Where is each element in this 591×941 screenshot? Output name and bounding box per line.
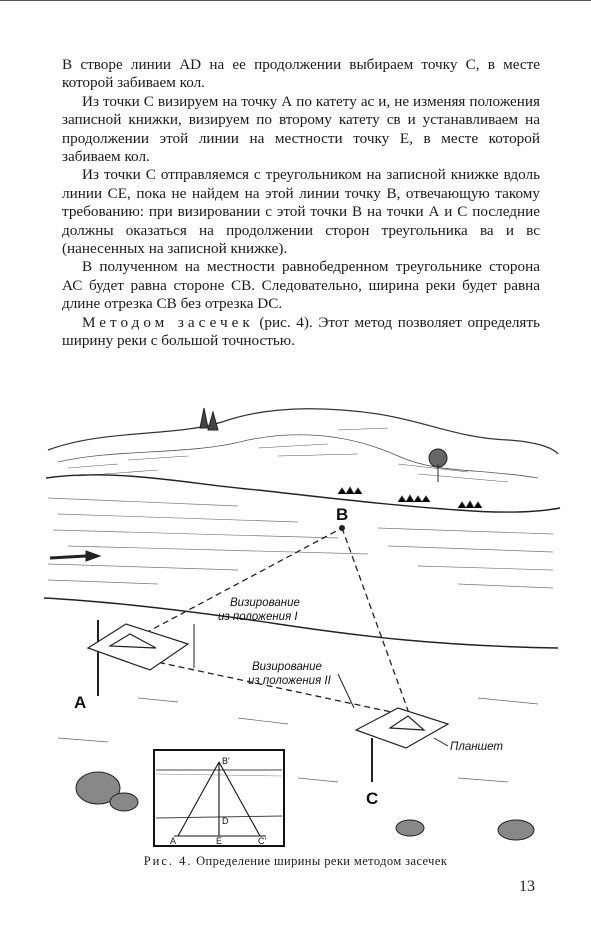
- label-c: C: [366, 789, 379, 808]
- far-bank: [46, 475, 560, 512]
- paragraph-5: [62, 314, 540, 351]
- label-b: B: [336, 505, 349, 524]
- inset-diagram: [154, 750, 284, 846]
- paragraph-3: Из точки С отправляемся с треугольником на записной книжке вдоль линии СЕ, пока не найдем на этой линии точку В, отвечающую такому требованию: при визировании с этой точки В на точки А и С последние должны оказаться на продолжении сторон треугольника ва и вс (нанесенных на записной книжке).: [62, 166, 540, 258]
- body-text: [62, 56, 540, 351]
- inset-label-b: B': [222, 756, 230, 766]
- caption-text: Определение ширины реки методом засечек: [196, 854, 448, 868]
- sight-2-label-2: из положения II: [248, 675, 331, 687]
- inset-label-a: A: [170, 836, 177, 846]
- sight-1-label-2: из положения I: [218, 611, 298, 623]
- inset-label-c: C': [258, 836, 267, 846]
- plane-table-2: [356, 708, 448, 782]
- inset-label-d: D: [222, 816, 229, 826]
- river-illustration: [38, 398, 563, 858]
- page-top-rule: [0, 0, 591, 1]
- label-a: A: [74, 693, 87, 712]
- sight-1-label-1: Визирование: [230, 597, 300, 609]
- far-hills: [48, 409, 558, 454]
- caption-label: Рис. 4.: [143, 854, 193, 868]
- paragraph-4: В полученном на местности равнобедренном треугольнике сторона АС будет равна стороне СВ. Следовательно, ширина реки будет равна длине отрезка СВ без отрезка DC.: [62, 258, 540, 313]
- inset-label-e: E: [216, 836, 223, 846]
- paragraph-2: Из точки С визируем на точку А по катету ас и, не изменяя положения записной книжки, визируем по второму катету св и устанавливаем на продолжении этой линии на местности точку Е, в месте которой забиваем кол.: [62, 92, 540, 166]
- method-description: (рис. 4). Этот метод позволяет определять ширину реки с большой точностью.: [62, 313, 540, 350]
- figure-caption: [0, 854, 591, 869]
- sight-2-label-1: Визирование: [252, 661, 322, 673]
- method-name: Методом засечек: [82, 313, 254, 331]
- tablet-label: Планшет: [450, 741, 503, 753]
- paragraph-1: В створе линии AD на ее продолжении выбираем точку С, в месте которой забиваем кол.: [62, 56, 540, 92]
- rocks: [76, 772, 534, 840]
- page-number: 13: [519, 878, 535, 895]
- flow-arrow: [50, 551, 100, 561]
- trees: [200, 408, 447, 482]
- plane-table-1: [88, 620, 188, 696]
